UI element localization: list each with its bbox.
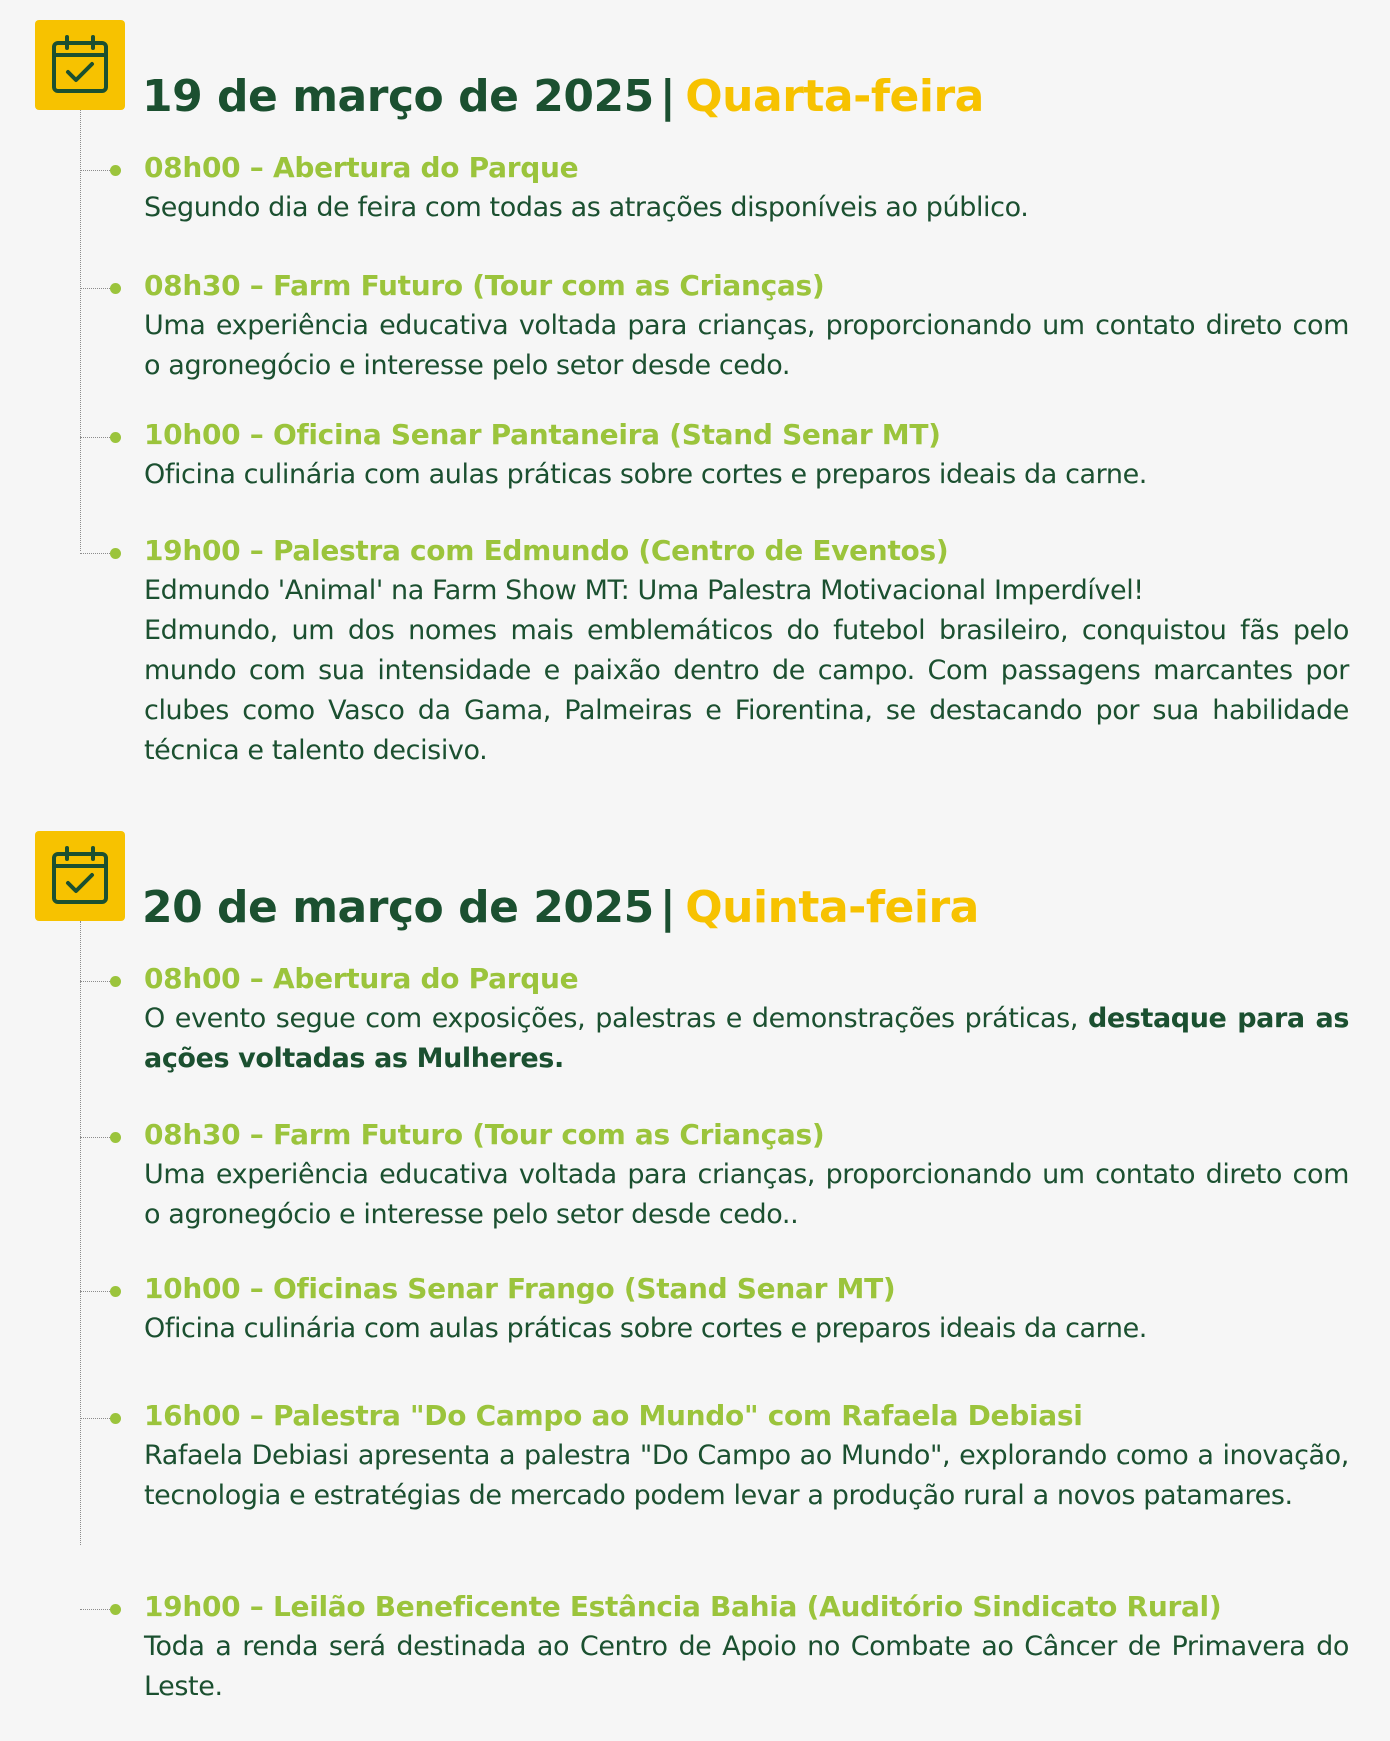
calendar-check-icon <box>35 20 125 110</box>
event-description: Uma experiência educativa voltada para crianças, proporcionando um contato direto com o agronegócio e interesse pelo setor desde cedo. <box>144 310 1349 381</box>
day-separator: | <box>659 881 676 933</box>
event-description-text: O evento segue com exposições, palestras e demonstrações práticas, <box>144 1003 1078 1034</box>
day-title <box>142 71 984 124</box>
timeline-dot <box>110 165 121 176</box>
event-description: Oficina culinária com aulas práticas sobre cortes e preparos ideais da carne. <box>144 459 1147 490</box>
calendar-check-icon <box>35 831 125 921</box>
event-description: Oficina culinária com aulas práticas sobre cortes e preparos ideais da carne. <box>144 1313 1147 1344</box>
event-description-highlight: destaque para as ações voltadas as Mulheres. <box>144 1003 1349 1074</box>
event-description: Toda a renda será destinada ao Centro de Apoio no Combate ao Câncer de Primavera do Leste. <box>144 1631 1349 1702</box>
event-description <box>144 571 1349 771</box>
timeline-dot <box>110 1413 121 1424</box>
event-description <box>144 999 1349 1079</box>
event-description: Rafaela Debiasi apresenta a palestra "Do Campo ao Mundo", explorando como a inovação, tecnologia e estratégias de mercado podem levar a produção rural a novos patamares. <box>144 1440 1349 1511</box>
event-title: 16h00 – Palestra "Do Campo ao Mundo" com Rafaela Debiasi <box>144 1399 1083 1432</box>
day-date: 20 de março de 2025 <box>142 881 654 933</box>
timeline-dot <box>110 283 121 294</box>
day-separator: | <box>659 70 676 122</box>
event-title: 19h00 – Palestra com Edmundo (Centro de Eventos) <box>144 534 949 567</box>
day-title <box>142 882 979 935</box>
timeline-dot <box>110 1286 121 1297</box>
timeline-line <box>80 110 81 551</box>
day-weekday: Quarta-feira <box>685 70 984 122</box>
event-title: 10h00 – Oficinas Senar Frango (Stand Senar MT) <box>144 1272 896 1305</box>
event-description: Segundo dia de feira com todas as atrações disponíveis ao público. <box>144 192 1029 223</box>
event-title: 08h30 – Farm Futuro (Tour com as Crianças) <box>144 1118 825 1151</box>
event-title: 19h00 – Leilão Beneficente Estância Bahia (Auditório Sindicato Rural) <box>144 1590 1222 1623</box>
event-title: 08h30 – Farm Futuro (Tour com as Crianças) <box>144 269 825 302</box>
event-title: 10h00 – Oficina Senar Pantaneira (Stand Senar MT) <box>144 418 941 451</box>
day-weekday: Quinta-feira <box>685 881 979 933</box>
timeline-dot <box>110 548 121 559</box>
timeline-line <box>80 921 81 1545</box>
timeline-dot <box>110 976 121 987</box>
event-description-body: Edmundo, um dos nomes mais emblemáticos do futebol brasileiro, conquistou fãs pelo mundo com sua intensidade e paixão dentro de campo. Com passagens marcantes por clubes como Vasco da Gama, Palmeiras e Fiorentina, se destacando por sua habilidade técnica e talento decisivo. <box>144 615 1349 766</box>
event-title: 08h00 – Abertura do Parque <box>144 962 579 995</box>
day-date: 19 de março de 2025 <box>142 70 654 122</box>
timeline-dot <box>110 432 121 443</box>
event-description-headline: Edmundo 'Animal' na Farm Show MT: Uma Palestra Motivacional Imperdível! <box>144 575 1144 606</box>
timeline-dot <box>110 1132 121 1143</box>
event-title: 08h00 – Abertura do Parque <box>144 151 579 184</box>
timeline-dot <box>110 1604 121 1615</box>
event-description: Uma experiência educativa voltada para crianças, proporcionando um contato direto com o agronegócio e interesse pelo setor desde cedo.. <box>144 1159 1349 1230</box>
